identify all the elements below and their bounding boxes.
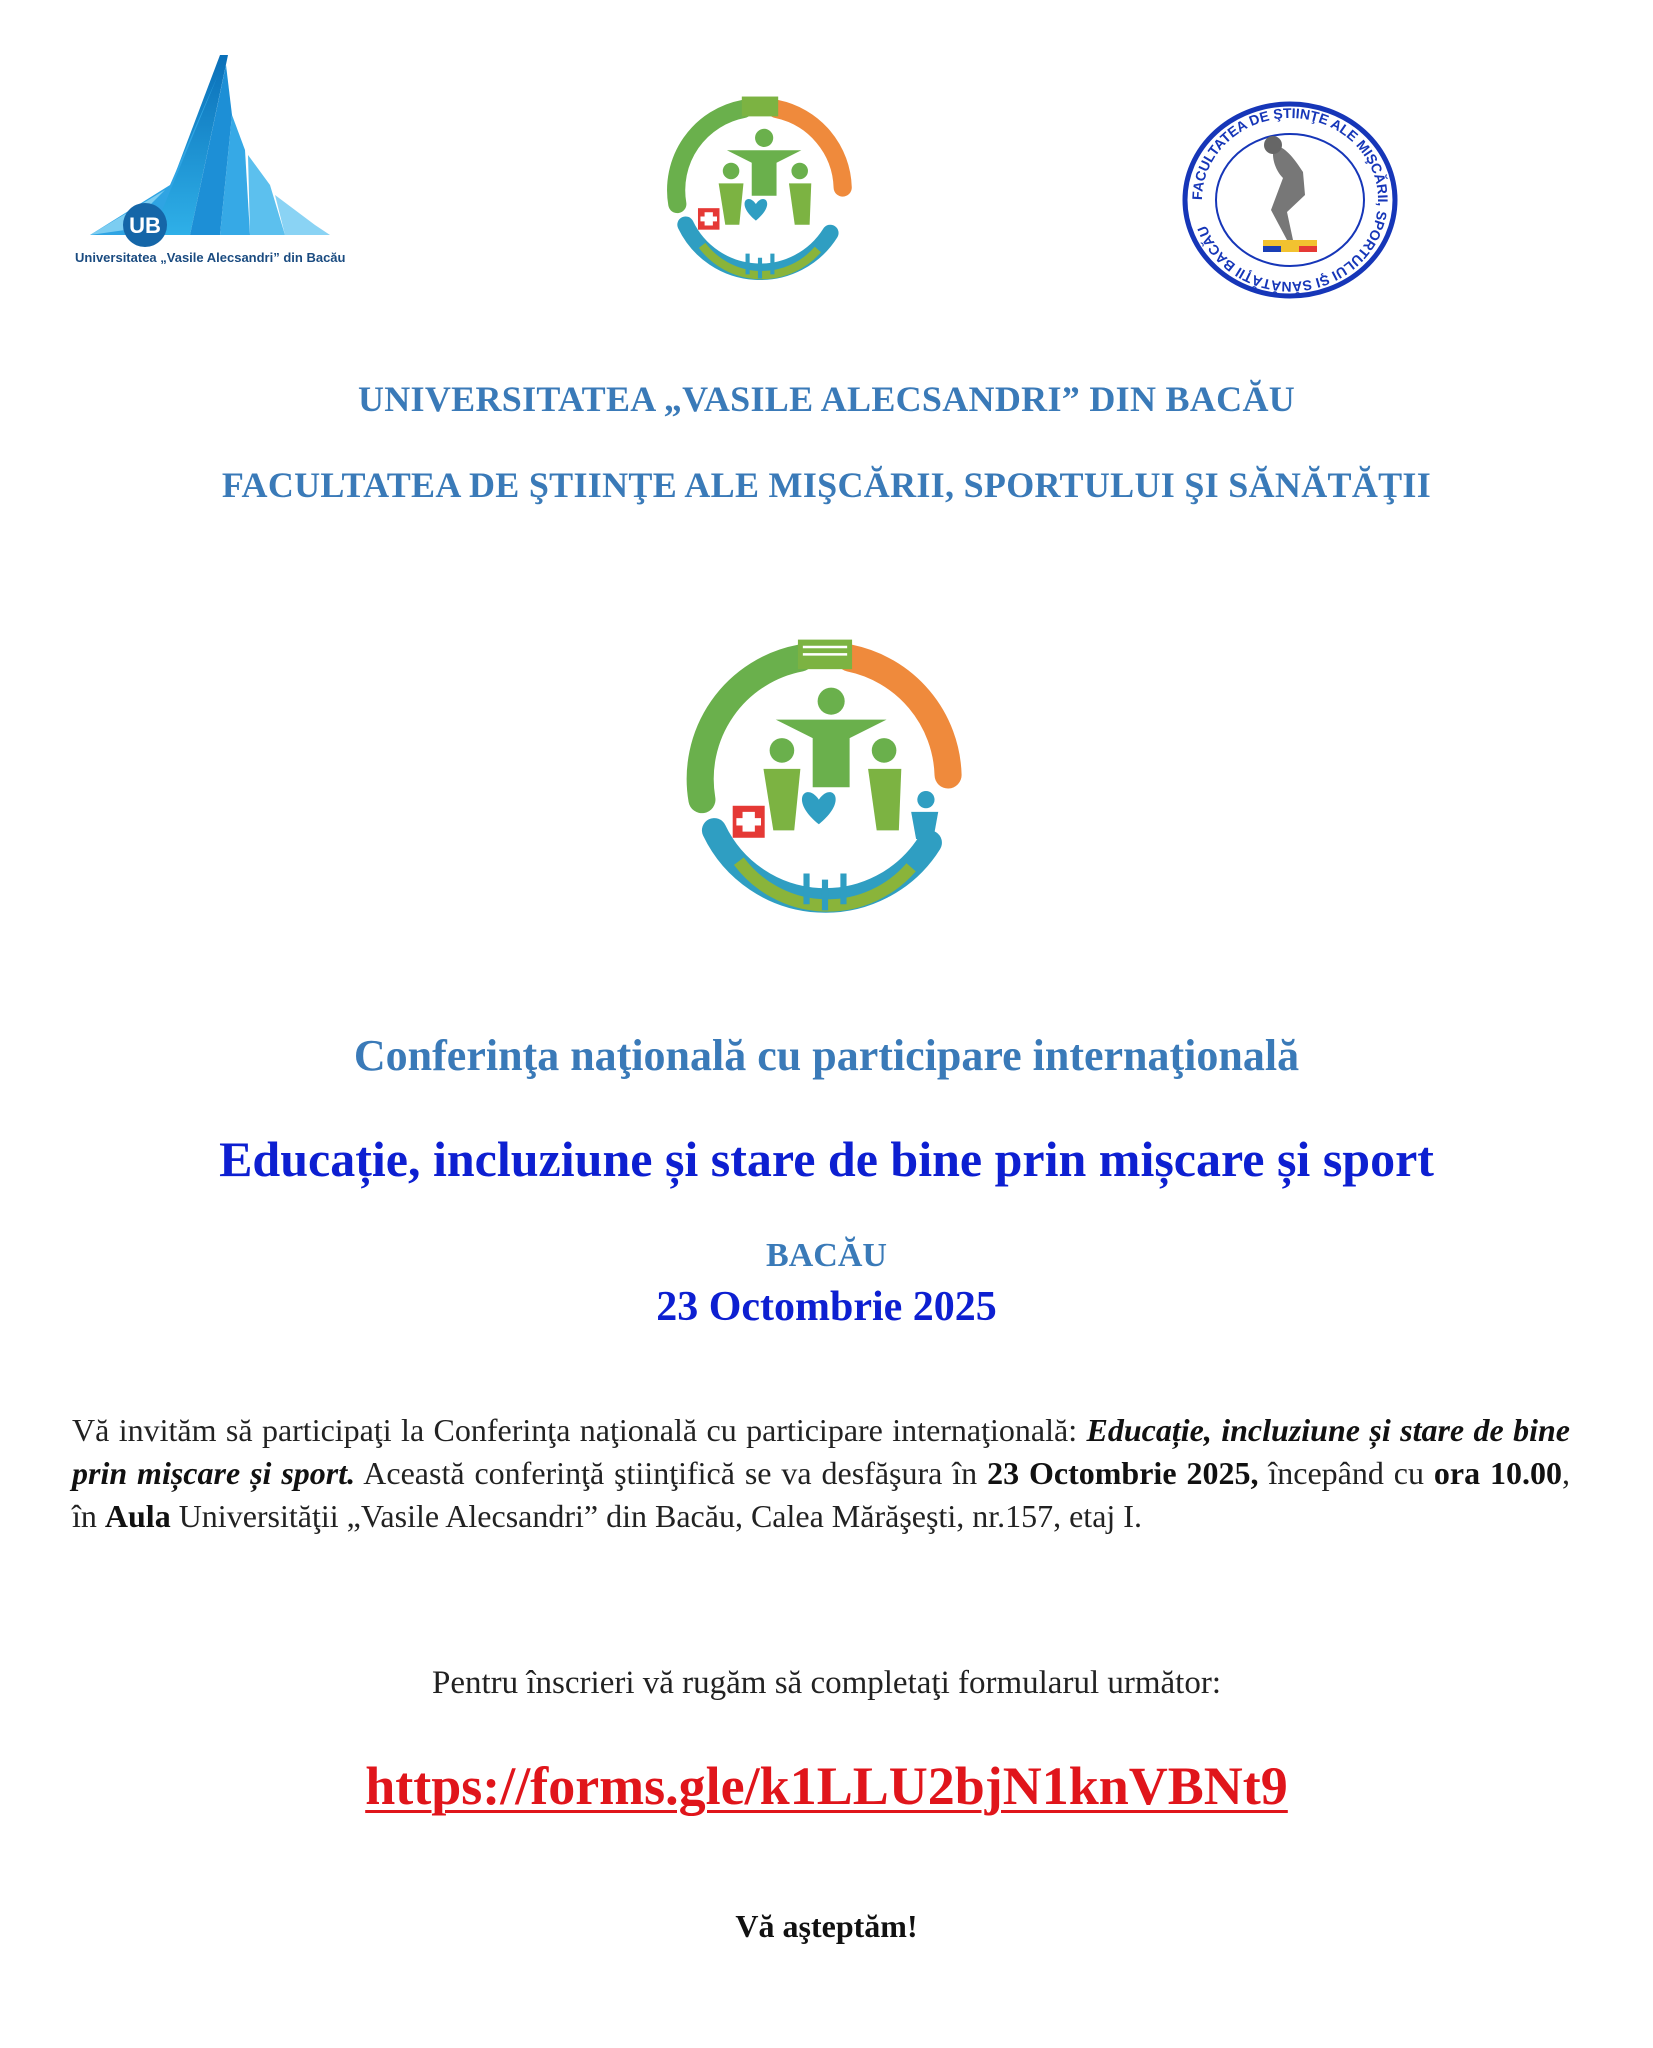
faculty-name: FACULTATEA DE ŞTIINŢE ALE MIŞCĂRII, SPORTULUI ŞI SĂNĂTĂŢII bbox=[221, 465, 1432, 505]
event-date: 23 Octombrie 2025 bbox=[656, 1284, 997, 1330]
invitation-paragraph bbox=[72, 1409, 1570, 1538]
closing-message: Vă aşteptăm! bbox=[735, 1908, 918, 1944]
invitation-text: Această conferinţă ştiinţifică se va desfăşura în bbox=[355, 1455, 988, 1491]
conference-subtitle: Conferinţa naţională cu participare internaţională bbox=[353, 1031, 1300, 1080]
invitation-text: începând cu bbox=[1258, 1455, 1434, 1491]
conference-emblem-small bbox=[640, 80, 880, 295]
registration-prompt: Pentru înscrieri vă rugăm să completaţi formularul următor: bbox=[431, 1665, 1221, 1701]
conference-emblem-icon bbox=[650, 615, 1000, 935]
invitation-venue: Aula bbox=[104, 1498, 171, 1534]
invitation-conference-title: Educație, incluziune și stare de bine prin mișcare și sport. bbox=[72, 1412, 1571, 1491]
event-city: BACĂU bbox=[766, 1237, 887, 1274]
university-building-icon bbox=[70, 55, 340, 255]
faculty-seal bbox=[1175, 100, 1405, 300]
invitation-text: , în bbox=[72, 1455, 1571, 1534]
university-caption: Universitatea „Vasile Alecsandri” din Bacău bbox=[75, 250, 346, 265]
registration-link[interactable]: https://forms.gle/k1LLU2bjN1knVBNt9 bbox=[365, 1756, 1288, 1816]
invitation-text: Universităţii „Vasile Alecsandri” din Bacău, Calea Mărăşeşti, nr.157, etaj I. bbox=[170, 1498, 1142, 1534]
conference-emblem-icon bbox=[640, 80, 880, 295]
invitation-date: 23 Octombrie 2025, bbox=[987, 1455, 1259, 1491]
seal-ring-text: FACULTATEA DE ŞTIINŢE ALE MIŞCĂRII, SPORTULUI ŞI SĂNĂTĂŢII BACĂU bbox=[1188, 104, 1392, 296]
invitation-time: ora 10.00 bbox=[1433, 1455, 1563, 1491]
university-initials: UB bbox=[129, 213, 161, 238]
university-name: UNIVERSITATEA „VASILE ALECSANDRI” DIN BACĂU bbox=[357, 379, 1296, 419]
conference-title: Educație, incluziune și stare de bine prin mișcare și sport bbox=[219, 1131, 1434, 1187]
university-logo bbox=[70, 55, 346, 275]
invitation-text: Vă invităm să participaţi la Conferinţa naţională cu participare internaţională: bbox=[72, 1412, 1087, 1448]
discobolus-seal-icon bbox=[1175, 100, 1405, 300]
conference-emblem-large bbox=[650, 615, 1000, 935]
